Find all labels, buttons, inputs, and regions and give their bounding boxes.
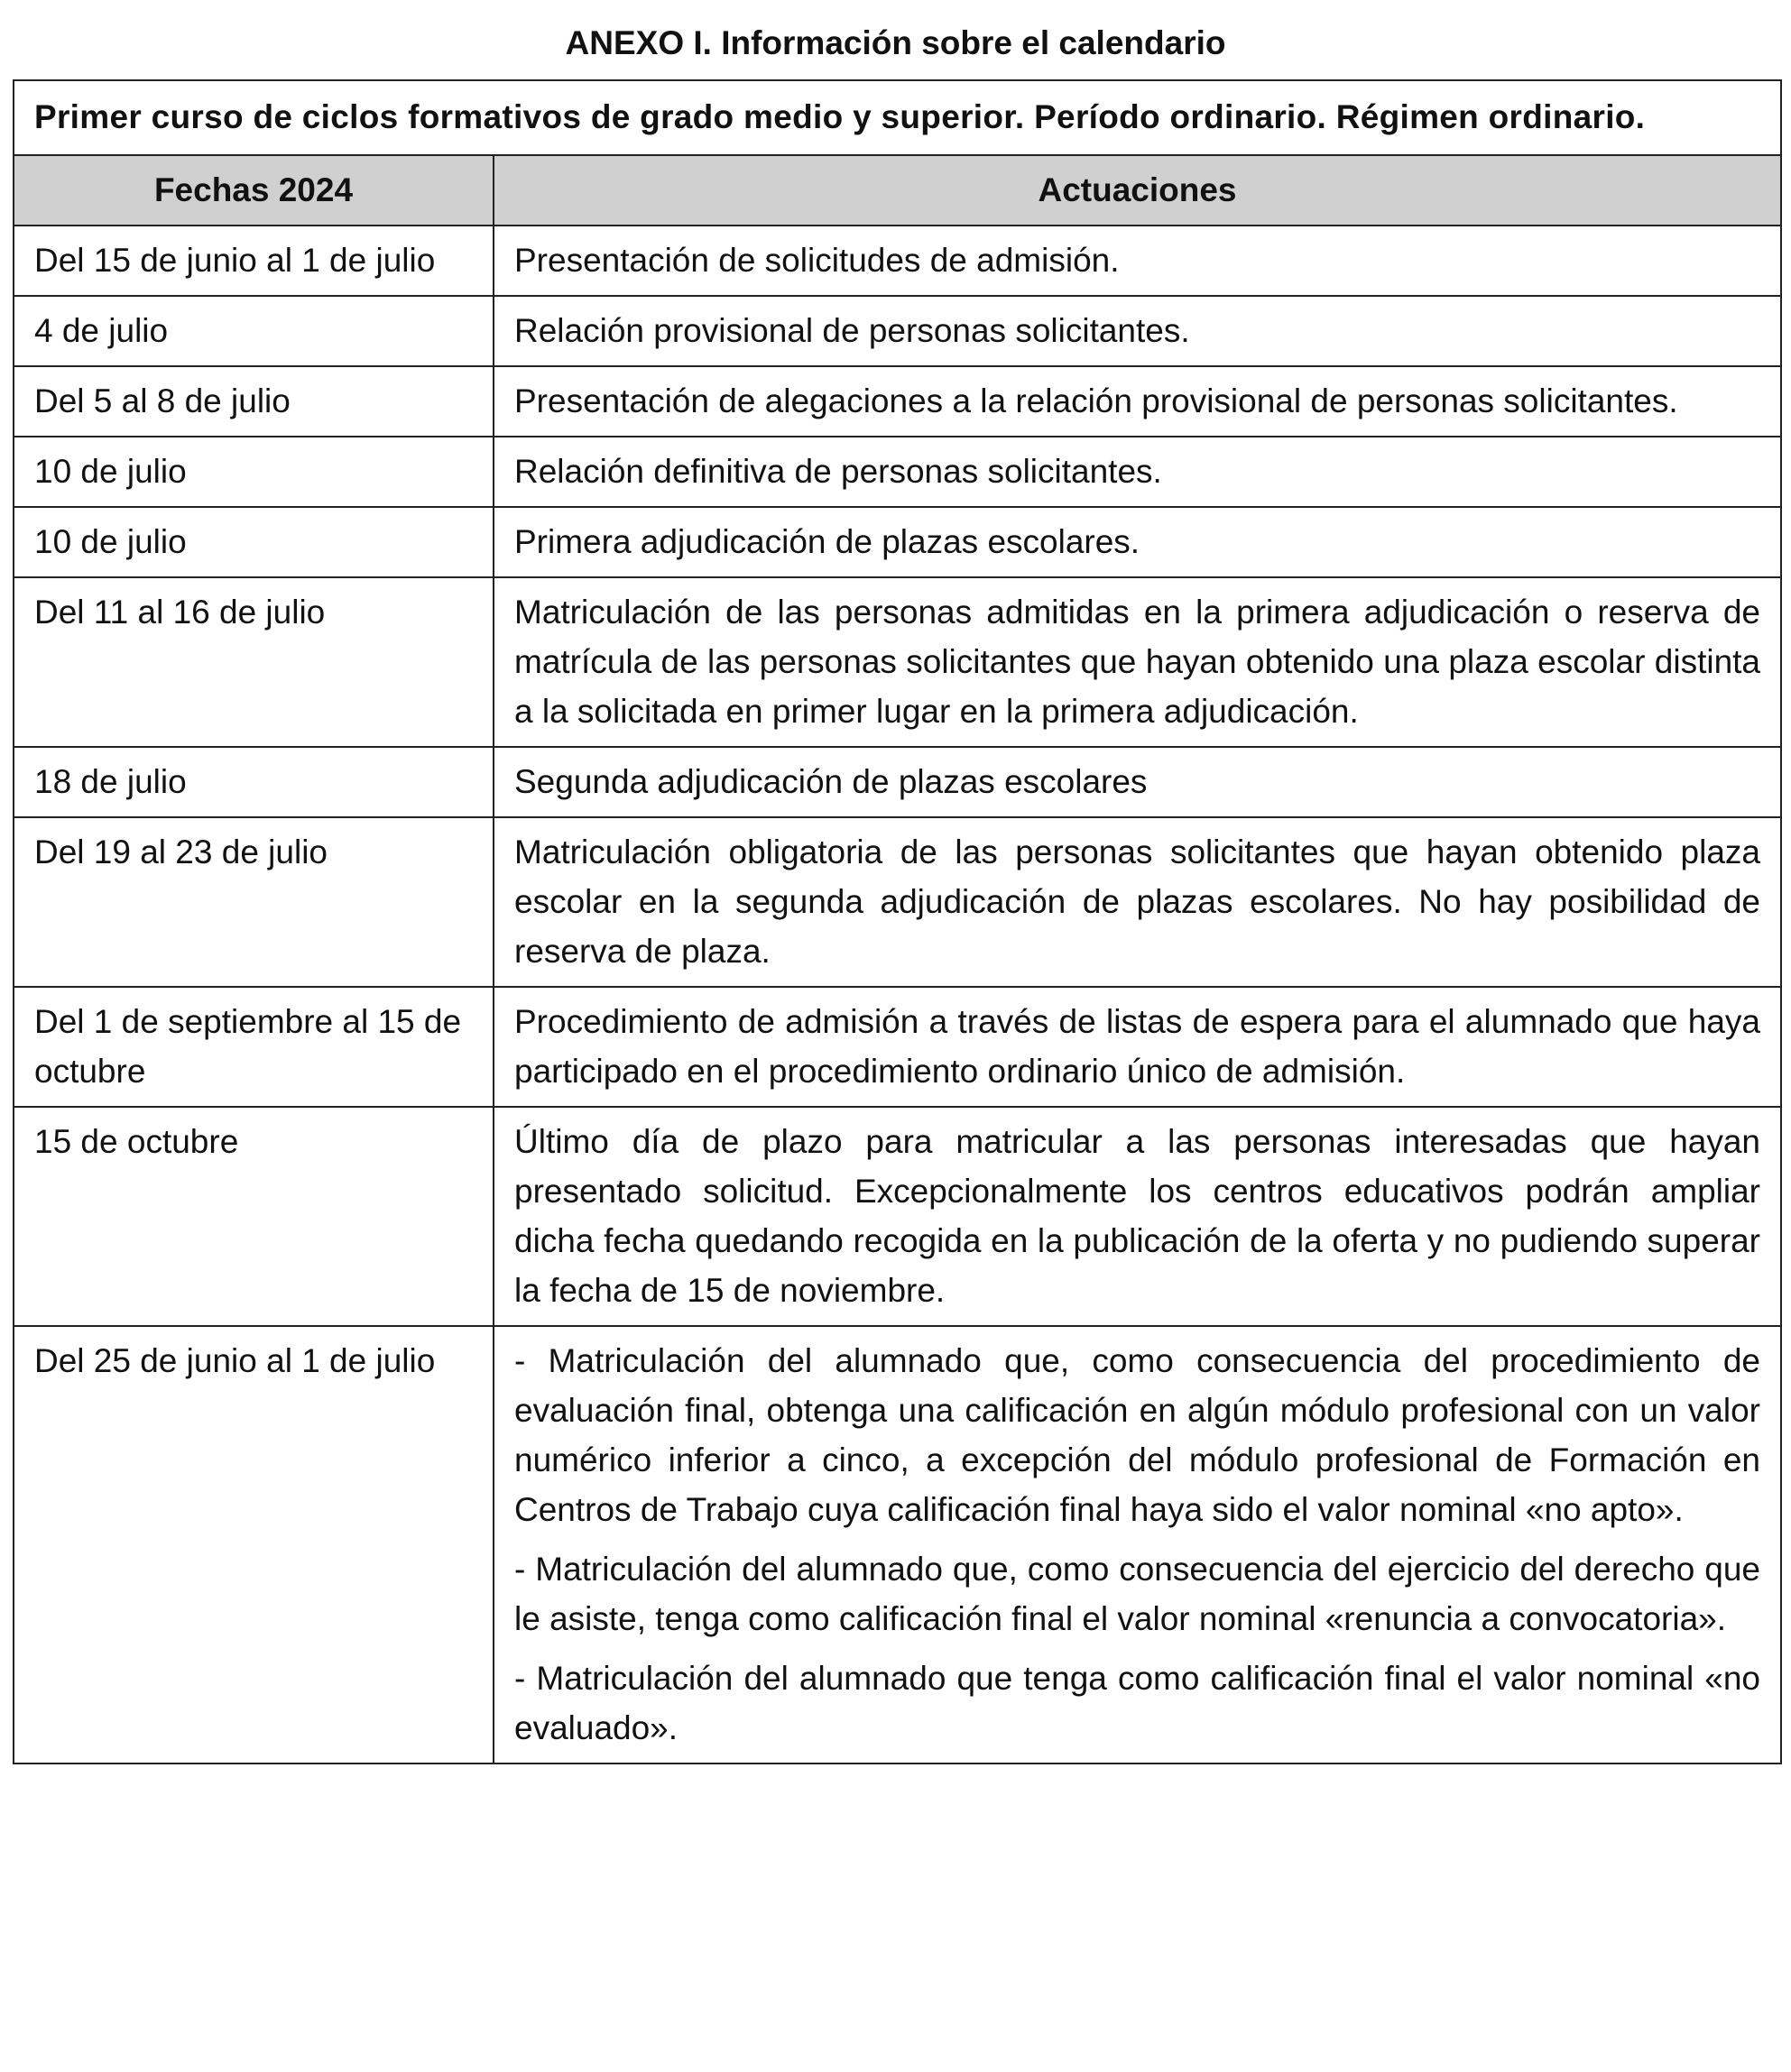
action-paragraph: Presentación de solicitudes de admisión. xyxy=(514,242,1120,279)
date-cell: Del 1 de septiembre al 15 de octubre xyxy=(14,987,494,1107)
action-cell xyxy=(494,366,1781,437)
table-row xyxy=(14,226,1781,296)
table-row xyxy=(14,437,1781,507)
table-row xyxy=(14,747,1781,817)
action-paragraph: Último día de plazo para matricular a las personas interesadas que hayan presentado solicitud. Excepcionalmente los centros educativos podrán ampliar dicha fecha quedando recogida en la publicación de la oferta y no pudiendo superar la fecha de 15 de noviembre. xyxy=(514,1123,1761,1309)
table-row xyxy=(14,987,1781,1107)
section-heading-row xyxy=(14,80,1781,155)
date-cell: 18 de julio xyxy=(14,747,494,817)
table-body xyxy=(14,226,1781,1764)
action-paragraph: Procedimiento de admisión a través de listas de espera para el alumnado que haya participado en el procedimiento ordinario único de admisión. xyxy=(514,1003,1761,1090)
date-cell: 15 de octubre xyxy=(14,1107,494,1326)
column-header-actions: Actuaciones xyxy=(494,155,1781,226)
action-cell xyxy=(494,1326,1781,1764)
annex-title: ANEXO I. Información sobre el calendario xyxy=(565,24,1226,61)
action-paragraph: - Matriculación del alumnado que tenga como calificación final el valor nominal «no evaluado». xyxy=(514,1660,1761,1746)
action-cell xyxy=(494,226,1781,296)
action-paragraph: Relación provisional de personas solicitantes. xyxy=(514,312,1190,349)
date-cell: 10 de julio xyxy=(14,437,494,507)
date-cell: Del 15 de junio al 1 de julio xyxy=(14,226,494,296)
table-row xyxy=(14,1107,1781,1326)
action-cell xyxy=(494,437,1781,507)
action-cell xyxy=(494,577,1781,747)
table-row xyxy=(14,366,1781,437)
table-row xyxy=(14,817,1781,987)
action-paragraph: Primera adjudicación de plazas escolares. xyxy=(514,523,1140,560)
date-cell: Del 19 al 23 de julio xyxy=(14,817,494,987)
action-cell xyxy=(494,817,1781,987)
date-cell: 4 de julio xyxy=(14,296,494,366)
date-cell: Del 11 al 16 de julio xyxy=(14,577,494,747)
date-cell: 10 de julio xyxy=(14,507,494,577)
action-paragraph: - Matriculación del alumnado que, como consecuencia del ejercicio del derecho que le asiste, tenga como calificación final el valor nominal «renuncia a convocatoria». xyxy=(514,1551,1761,1637)
section-heading: Primer curso de ciclos formativos de grado medio y superior. Período ordinario. Régimen ordinario. xyxy=(14,80,1781,155)
date-cell: Del 25 de junio al 1 de julio xyxy=(14,1326,494,1764)
table-row xyxy=(14,296,1781,366)
action-paragraph: Matriculación obligatoria de las personas solicitantes que hayan obtenido plaza escolar en la segunda adjudicación de plazas escolares. No hay posibilidad de reserva de plaza. xyxy=(514,833,1761,970)
date-cell: Del 5 al 8 de julio xyxy=(14,366,494,437)
action-paragraph: Matriculación de las personas admitidas en la primera adjudicación o reserva de matrícula de las personas solicitantes que hayan obtenido una plaza escolar distinta a la solicitada en primer lugar en la primera adjudicación. xyxy=(514,594,1761,730)
table-row xyxy=(14,1326,1781,1764)
action-paragraph: - Matriculación del alumnado que, como consecuencia del procedimiento de evaluación final, obtenga una calificación en algún módulo profesional con un valor numérico inferior a cinco, a excepción del módulo profesional de Formación en Centros de Trabajo cuya calificación final haya sido el valor nominal «no apto». xyxy=(514,1342,1761,1528)
action-paragraph: Presentación de alegaciones a la relación provisional de personas solicitantes. xyxy=(514,382,1678,419)
table-row xyxy=(14,577,1781,747)
calendar-table xyxy=(13,79,1782,1764)
table-row xyxy=(14,507,1781,577)
column-header-dates: Fechas 2024 xyxy=(14,155,494,226)
action-cell xyxy=(494,1107,1781,1326)
action-cell xyxy=(494,507,1781,577)
action-cell xyxy=(494,747,1781,817)
column-header-row xyxy=(14,155,1781,226)
action-cell xyxy=(494,296,1781,366)
action-paragraph: Relación definitiva de personas solicitantes. xyxy=(514,453,1162,490)
action-cell xyxy=(494,987,1781,1107)
action-paragraph: Segunda adjudicación de plazas escolares xyxy=(514,763,1148,800)
